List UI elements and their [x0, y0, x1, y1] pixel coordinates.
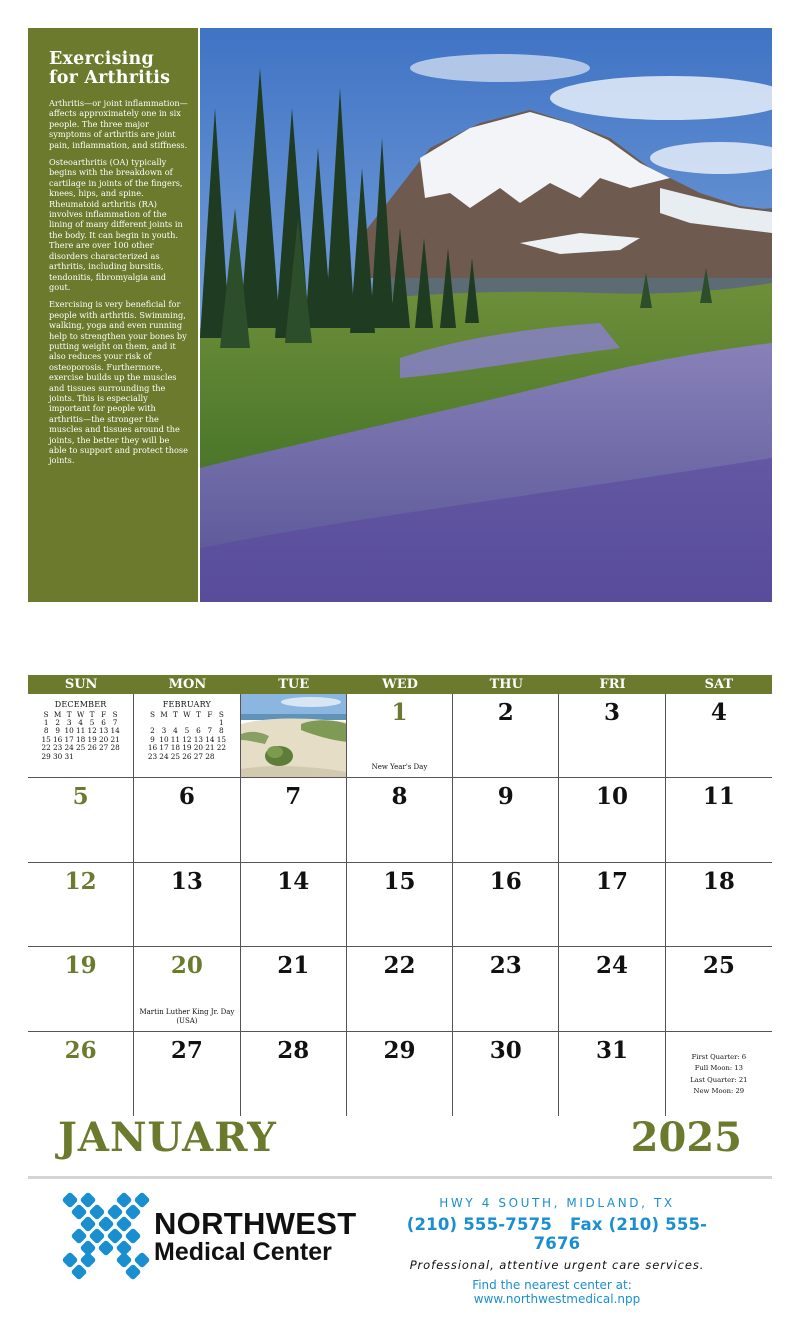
address: HWY 4 SOUTH, MIDLAND, TX [439, 1196, 675, 1210]
mini-day: 18 [170, 743, 181, 753]
mini-day: 29 [41, 751, 51, 761]
mini-day: 10 [159, 734, 169, 744]
day-cell[interactable] [453, 778, 559, 862]
mini-weekday: M [53, 709, 62, 719]
mini-day [216, 753, 227, 761]
mini-calendar-next [134, 694, 240, 778]
article-title: Exercising for Arthritis [49, 49, 171, 88]
tagline: Professional, attentive urgent care services. [409, 1258, 705, 1272]
day-cell[interactable] [241, 1032, 347, 1116]
mini-day: 11 [75, 726, 86, 736]
advertiser-contact [392, 1196, 722, 1306]
logo-tile [134, 1252, 151, 1269]
feature-section [28, 28, 772, 602]
moon-phase-entry: Full Moon: 13 [694, 1064, 743, 1073]
day-number: 20 [170, 952, 203, 980]
day-cell[interactable] [28, 778, 134, 862]
mini-day: 23 [147, 751, 158, 761]
mini-weekday: F [101, 709, 107, 719]
day-cell[interactable] [134, 863, 240, 947]
weekday-header-row [28, 675, 772, 694]
mini-day [86, 753, 97, 761]
logo-tile [71, 1228, 88, 1245]
mini-day: 31 [64, 751, 74, 761]
day-number: 6 [178, 783, 195, 811]
day-number: 7 [285, 783, 302, 811]
logo-tile [89, 1204, 106, 1221]
logo-tile [116, 1192, 133, 1209]
day-number: 9 [497, 783, 514, 811]
mountain-meadow-photo [200, 28, 772, 602]
day-number: 10 [596, 783, 629, 811]
mini-weekday: T [66, 709, 72, 719]
mini-weekday: T [89, 709, 95, 719]
logo-tile [71, 1264, 88, 1281]
mini-day: 16 [147, 743, 158, 753]
mini-day [109, 753, 120, 761]
mini-day: 23 [53, 743, 63, 753]
weekday-mon: MON [168, 677, 207, 692]
mini-day: 12 [182, 734, 192, 744]
article-paragraph-2: Osteoarthritis (OA) typically begins with the breakdown of cartilage in joints of the fingers, knees, hips, and spine. Rheumatoid arthritis (RA) involves inflammation of the lining of many different joints in the body. It can begin in youth. There are over 100 other disorders characterized as arthritis, including bursitis, tendonitis, fibromyalgia and gout. [49, 157, 183, 292]
weekday-fri: FRI [599, 677, 626, 692]
mini-day: 21 [110, 734, 120, 744]
day-cell[interactable] [347, 778, 453, 862]
day-cell[interactable] [453, 863, 559, 947]
mini-day: 9 [150, 734, 155, 744]
day-number: 28 [277, 1036, 310, 1064]
day-cells [28, 694, 772, 1116]
day-cell[interactable] [453, 947, 559, 1031]
mini-weekday: S [112, 709, 118, 719]
mini-weekday: S [43, 709, 49, 719]
mountain-landscape-image [200, 28, 772, 602]
weekday-sat: SAT [704, 677, 734, 692]
day-number: 24 [596, 952, 629, 980]
mini-day: 3 [161, 726, 167, 736]
day-cell[interactable] [666, 778, 772, 862]
mini-day: 19 [87, 734, 97, 744]
weekday-sun: SUN [64, 677, 98, 692]
logo-tile [134, 1192, 151, 1209]
month-name: JANUARY [58, 1114, 277, 1161]
footer-divider [28, 1176, 772, 1179]
day-number: 4 [710, 699, 727, 726]
logo-tile [116, 1252, 133, 1269]
day-number: 30 [489, 1036, 522, 1064]
logo-tile [62, 1192, 79, 1209]
day-number: 2 [497, 699, 514, 726]
brand-name-line2: Medical Center [154, 1238, 332, 1266]
logo-tile [107, 1204, 124, 1221]
logo-tile [89, 1228, 106, 1245]
day-number: 18 [702, 867, 735, 895]
website-label: Find the nearest center at: [472, 1278, 632, 1292]
weekday-thu: THU [489, 677, 523, 692]
mini-day: 13 [98, 726, 109, 736]
logo-tile [80, 1216, 97, 1233]
mini-day: 13 [193, 734, 204, 744]
mini-day [98, 753, 109, 761]
mini-day: 2 [150, 726, 155, 736]
moon-phases [666, 1052, 772, 1098]
day-cell[interactable] [347, 863, 453, 947]
logo-tile [62, 1252, 79, 1269]
day-number: 1 [391, 699, 408, 726]
day-cell[interactable] [347, 694, 453, 778]
mini-day: 8 [219, 726, 224, 736]
fax-number: Fax (210) 555-7676 [533, 1215, 708, 1253]
day-cell[interactable] [559, 947, 665, 1031]
mini-day: 27 [98, 743, 109, 753]
day-cell[interactable] [453, 694, 559, 778]
logo-tile [98, 1240, 115, 1257]
mini-day: 9 [55, 726, 60, 736]
day-cell[interactable] [559, 1032, 665, 1116]
day-cell[interactable] [559, 863, 665, 947]
mini-day: 2 [55, 718, 60, 727]
website-line [392, 1278, 722, 1306]
day-number: 19 [64, 952, 97, 980]
mini-day: 4 [78, 718, 83, 727]
day-cell[interactable] [347, 1032, 453, 1116]
logo-tile [80, 1252, 97, 1269]
day-cell[interactable] [666, 863, 772, 947]
day-cell[interactable] [453, 1032, 559, 1116]
mini-day: 15 [216, 734, 227, 744]
moon-phase-entry: New Moon: 29 [693, 1087, 745, 1096]
year: 2025 [630, 1114, 742, 1161]
mini-day: 15 [41, 734, 51, 744]
day-number: 3 [604, 699, 621, 726]
beach-dune-photo [241, 694, 347, 778]
mini-day: 14 [110, 726, 120, 736]
moon-phase-entry: Last Quarter: 21 [690, 1075, 748, 1084]
mini-month-name: DECEMBER [54, 700, 107, 709]
day-cell[interactable] [559, 778, 665, 862]
day-cell[interactable] [134, 778, 240, 862]
mini-month-table [147, 711, 227, 761]
day-number: 21 [277, 952, 310, 980]
logo-tile [71, 1204, 88, 1221]
mini-calendar-previous [28, 694, 134, 778]
mini-day: 21 [205, 743, 215, 753]
mini-day: 1 [219, 718, 224, 727]
mini-day: 26 [182, 751, 192, 761]
mini-day: 28 [205, 751, 215, 761]
day-cell[interactable] [28, 947, 134, 1031]
mini-day: 26 [87, 743, 97, 753]
mini-day: 1 [43, 718, 49, 727]
mini-day: 17 [159, 743, 169, 753]
mini-day: 7 [112, 718, 118, 727]
day-number: 13 [170, 867, 203, 895]
mini-day: 5 [184, 726, 190, 736]
day-number: 15 [383, 867, 416, 895]
mini-day: 4 [173, 726, 178, 736]
mini-day: 6 [196, 726, 201, 736]
mini-day: 14 [205, 734, 215, 744]
day-number: 27 [170, 1036, 203, 1064]
article-paragraph-1: Arthritis—or joint inflammation—affects approximately one in six people. The three major symptoms of arthritis are joint pain, inflammation, and stiffness. [49, 98, 188, 150]
mini-day: 24 [64, 743, 74, 753]
day-cell[interactable] [134, 1032, 240, 1116]
day-number: 26 [64, 1036, 97, 1064]
mini-day: 19 [182, 743, 192, 753]
day-cell[interactable] [666, 947, 772, 1031]
mini-weekday: T [195, 709, 201, 719]
day-cell[interactable] [241, 947, 347, 1031]
day-number: 17 [596, 867, 629, 895]
mini-day: 8 [43, 726, 49, 736]
article-paragraph-3: Exercising is very beneficial for people with arthritis. Swimming, walking, yoga and even running help to strengthen your bones by putting weight on them, and it also reduces your risk of osteoporosis. Furthermore, exercise builds up the muscles and tissues surrounding the joints. This is especially important for people with arthritis—the stronger the muscles and tissues around the joints, the better they will be able to support and protect those joints. [49, 299, 188, 466]
day-number: 25 [702, 952, 735, 980]
logo-tile [125, 1204, 142, 1221]
mini-day: 17 [64, 734, 74, 744]
logo-tile [80, 1192, 97, 1209]
day-cell[interactable] [241, 778, 347, 862]
mini-day: 22 [41, 743, 51, 753]
day-cell[interactable] [28, 1032, 134, 1116]
mini-day: 16 [53, 734, 63, 744]
mini-weekday: T [172, 709, 178, 719]
day-cell[interactable] [666, 694, 772, 778]
beach-dune-image [241, 694, 347, 778]
day-cell[interactable] [241, 863, 347, 947]
mini-day: 24 [159, 751, 169, 761]
mini-week-row [40, 753, 120, 761]
website-link[interactable]: www.northwestmedical.npp [473, 1292, 641, 1306]
day-number: 29 [383, 1036, 416, 1064]
article-sidebar [28, 28, 198, 602]
logo-tile [125, 1228, 142, 1245]
day-cell[interactable] [134, 947, 240, 1031]
mini-day: 5 [89, 718, 95, 727]
mini-day: 6 [101, 718, 106, 727]
mini-day: 20 [98, 734, 109, 744]
day-number: 31 [596, 1036, 629, 1064]
mini-day: 20 [193, 743, 204, 753]
day-number: 23 [489, 952, 522, 980]
day-number: 14 [277, 867, 310, 895]
mini-weekday: S [218, 709, 224, 719]
mini-day: 10 [64, 726, 74, 736]
mini-day: 25 [75, 743, 86, 753]
mini-weekday-row [147, 711, 227, 719]
logo-tile [125, 1264, 142, 1281]
weekday-wed: WED [382, 677, 418, 692]
moon-phases-cell [666, 1032, 772, 1116]
day-cell[interactable] [28, 863, 134, 947]
day-number: 12 [64, 867, 97, 895]
mini-day: 28 [110, 743, 120, 753]
day-number: 8 [391, 783, 408, 811]
day-number: 16 [489, 867, 522, 895]
mini-weekday: W [76, 709, 85, 719]
mini-day: 22 [216, 743, 227, 753]
weekday-tue: TUE [278, 677, 310, 692]
day-number: 11 [702, 783, 735, 811]
mini-day: 27 [193, 751, 204, 761]
logo-tile [107, 1228, 124, 1245]
day-cell[interactable] [347, 947, 453, 1031]
logo-tile [98, 1216, 115, 1233]
phone-number[interactable]: (210) 555-7575 [406, 1215, 553, 1234]
mini-weekday: W [183, 709, 191, 719]
holiday-label: Martin Luther King Jr. Day (USA) [139, 1007, 235, 1025]
mini-weekday: M [160, 709, 168, 719]
mini-day: 25 [170, 751, 181, 761]
calendar-grid [28, 675, 772, 1116]
mini-day [75, 753, 86, 761]
mini-day: 30 [53, 751, 63, 761]
mini-weekday: F [207, 709, 213, 719]
mini-day: 11 [170, 734, 181, 744]
northwest-logo-icon [60, 1190, 152, 1286]
mini-day: 12 [87, 726, 97, 736]
mini-day: 18 [75, 734, 86, 744]
mini-month-name: FEBRUARY [162, 700, 212, 709]
day-number: 5 [72, 783, 89, 811]
logo-tile [116, 1216, 133, 1233]
phone-numbers [392, 1215, 722, 1253]
mini-month-table [40, 711, 120, 761]
mini-day: 3 [66, 718, 72, 727]
mini-weekday: S [149, 709, 155, 719]
mini-day: 7 [207, 726, 213, 736]
moon-phase-entry: First Quarter: 6 [691, 1052, 747, 1061]
brand-name-line1: NORTHWEST [154, 1206, 357, 1241]
day-cell[interactable] [559, 694, 665, 778]
day-number: 22 [383, 952, 416, 980]
holiday-label: New Year's Day [371, 763, 428, 772]
mini-week-row [147, 753, 227, 761]
